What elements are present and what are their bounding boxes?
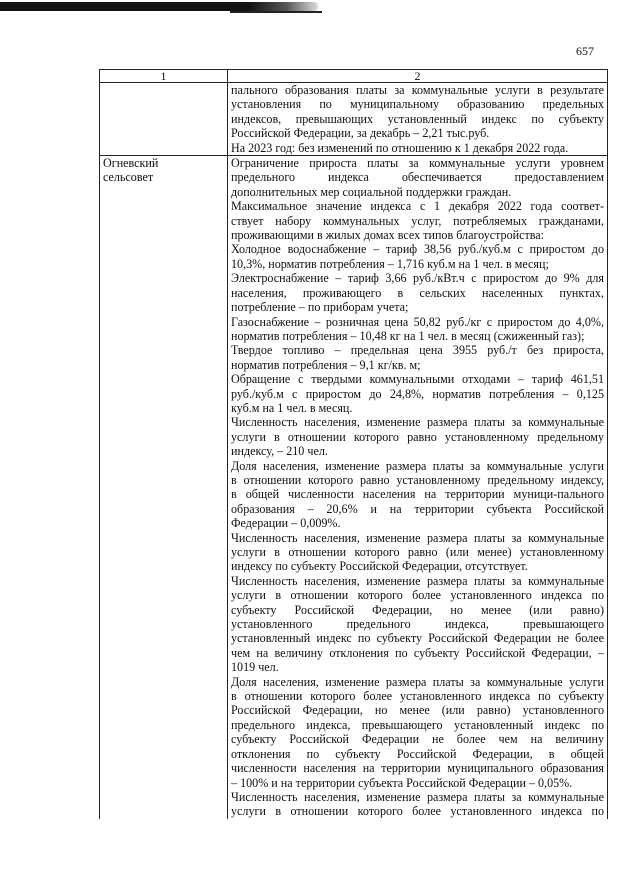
text-line: проживающими в жилых домах всех типов благоустройства: xyxy=(231,228,545,243)
text-line: потребление – по приборам учета; xyxy=(231,300,409,315)
text-line: куб.м на 1 чел. в месяц. xyxy=(231,400,353,415)
description-cell xyxy=(228,83,608,156)
text-line: Ограничение прироста платы за коммунальные услуги уровнем xyxy=(231,156,604,171)
text-line: установления по муниципальному образованию предельных xyxy=(231,97,604,112)
text-line: норматив потребления – 9,1 кг/кв. м; xyxy=(231,357,421,372)
text-line: индексу по субъекту Российской Федерации, отсутствует. xyxy=(231,559,528,574)
text-line: Доля населения, изменение размера платы за коммунальные услуги xyxy=(231,458,604,473)
text-line: услуги в отношении которого более установленного индекса по xyxy=(231,588,604,603)
table-row xyxy=(100,83,608,156)
text-line: Газоснабжение – розничная цена 50,82 руб./кг с приростом до 4,0%, xyxy=(231,314,604,329)
text-line: Численность населения, изменение размера платы за коммунальные xyxy=(231,789,604,804)
text-line: предельного индекса обеспечивается предоставлением xyxy=(231,170,604,185)
text-line: Численность населения, изменение размера платы за коммунальные xyxy=(231,573,604,588)
text-line: установленного предельного индекса, превышающего xyxy=(231,617,604,632)
municipality-name-line: Огневский xyxy=(103,156,159,171)
text-line: Численность населения, изменение размера платы за коммунальные xyxy=(231,415,604,430)
data-table xyxy=(99,69,608,819)
description-cell xyxy=(228,156,608,819)
text-line: чем на величину отклонения по субъекту Российской Федерации, – xyxy=(231,645,604,660)
table-row xyxy=(100,156,608,819)
text-line: Федерации – 0,009%. xyxy=(231,516,341,531)
municipality-name-line: сельсовет xyxy=(103,170,154,185)
text-line: отклонения по субъекту Российской Федерации, в общей xyxy=(231,746,604,761)
scan-artifact-line xyxy=(230,11,322,13)
text-line: руб./куб.м с приростом до 24,8%, норматив потребления – 0,125 xyxy=(231,386,604,401)
page-number: 657 xyxy=(576,44,594,58)
text-line: субъекту Российской Федерации не более чем на величину xyxy=(231,732,604,747)
text-line: Холодное водоснабжение – тариф 38,56 руб./куб.м с приростом до xyxy=(231,242,604,257)
text-line: Численность населения, изменение размера платы за коммунальные xyxy=(231,530,604,545)
text-line: индексов, превышающих установленный индекс по субъекту xyxy=(231,111,604,126)
text-line: услуги в отношении которого равно (или менее) установленному xyxy=(231,545,604,559)
text-line: На 2023 год: без изменений по отношению к 1 декабря 2022 года. xyxy=(231,140,569,155)
text-line: в отношении которого более установленного индекса по субъекту xyxy=(231,689,604,704)
text-line: предельного индекса, превышающего установленный индекс по xyxy=(231,717,604,732)
text-line: услуги в отношении которого более установленного индекса по xyxy=(231,804,604,819)
text-line: ствует набору коммунальных услуг, потребляемых гражданами, xyxy=(231,213,604,228)
text-line: Доля населения, изменение размера платы за коммунальные услуги xyxy=(231,674,604,689)
text-line: дополнительных мер социальной поддержки граждан. xyxy=(231,184,512,199)
column-header-1: 1 xyxy=(100,70,228,83)
text-line: пального образования платы за коммунальные услуги в результате xyxy=(231,83,604,97)
text-line: субъекту Российской Федерации, но менее (или равно) xyxy=(231,602,604,617)
text-line: Твердое топливо – предельная цена 3955 руб./т без прироста, xyxy=(231,343,604,358)
text-line: Российской Федерации, но менее (или равно) установленного xyxy=(231,703,604,718)
text-line: Максимальное значение индекса с 1 декабря 2022 года соответ- xyxy=(231,199,604,214)
municipality-name-cell xyxy=(100,156,228,819)
column-header-2: 2 xyxy=(228,70,608,83)
text-line: населения, проживающего в сельских населенных пунктах, xyxy=(231,285,604,300)
text-line: норматив потребления – 10,48 кг на 1 чел. в месяц (сжиженный газ); xyxy=(231,328,585,343)
municipality-name-cell xyxy=(100,83,228,156)
text-line: образования – 20,6% и на территории субъекта Российской xyxy=(231,501,604,516)
text-line: Российской Федерации, за декабрь – 2,21 тыс.руб. xyxy=(231,126,490,141)
text-line: численности населения на территории муниципального образования xyxy=(231,761,604,776)
text-line: в общей численности населения на территории муници-пального xyxy=(231,487,604,502)
text-line: установленный индекс по субъекту Российской Федерации не более xyxy=(231,631,604,646)
text-line: 10,3%, норматив потребления – 1,716 куб.м на 1 чел. в месяц; xyxy=(231,256,549,271)
text-line: Электроснабжение – тариф 3,66 руб./кВт.ч с приростом до 9% для xyxy=(231,271,604,286)
text-line: в отношении которого равно установленному предельному индексу, xyxy=(231,472,604,487)
text-line: – 100% и на территории субъекта Российской Федерации – 0,05%. xyxy=(231,775,573,790)
table-header-row xyxy=(100,70,608,83)
text-line: Обращение с твердыми коммунальными отходами – тариф 461,51 xyxy=(231,372,604,387)
text-line: 1019 чел. xyxy=(231,660,279,675)
text-line: индексу, – 210 чел. xyxy=(231,444,328,459)
scan-artifact-bar xyxy=(0,2,318,11)
text-line: услуги в отношении которого равно установленному предельному xyxy=(231,429,604,444)
